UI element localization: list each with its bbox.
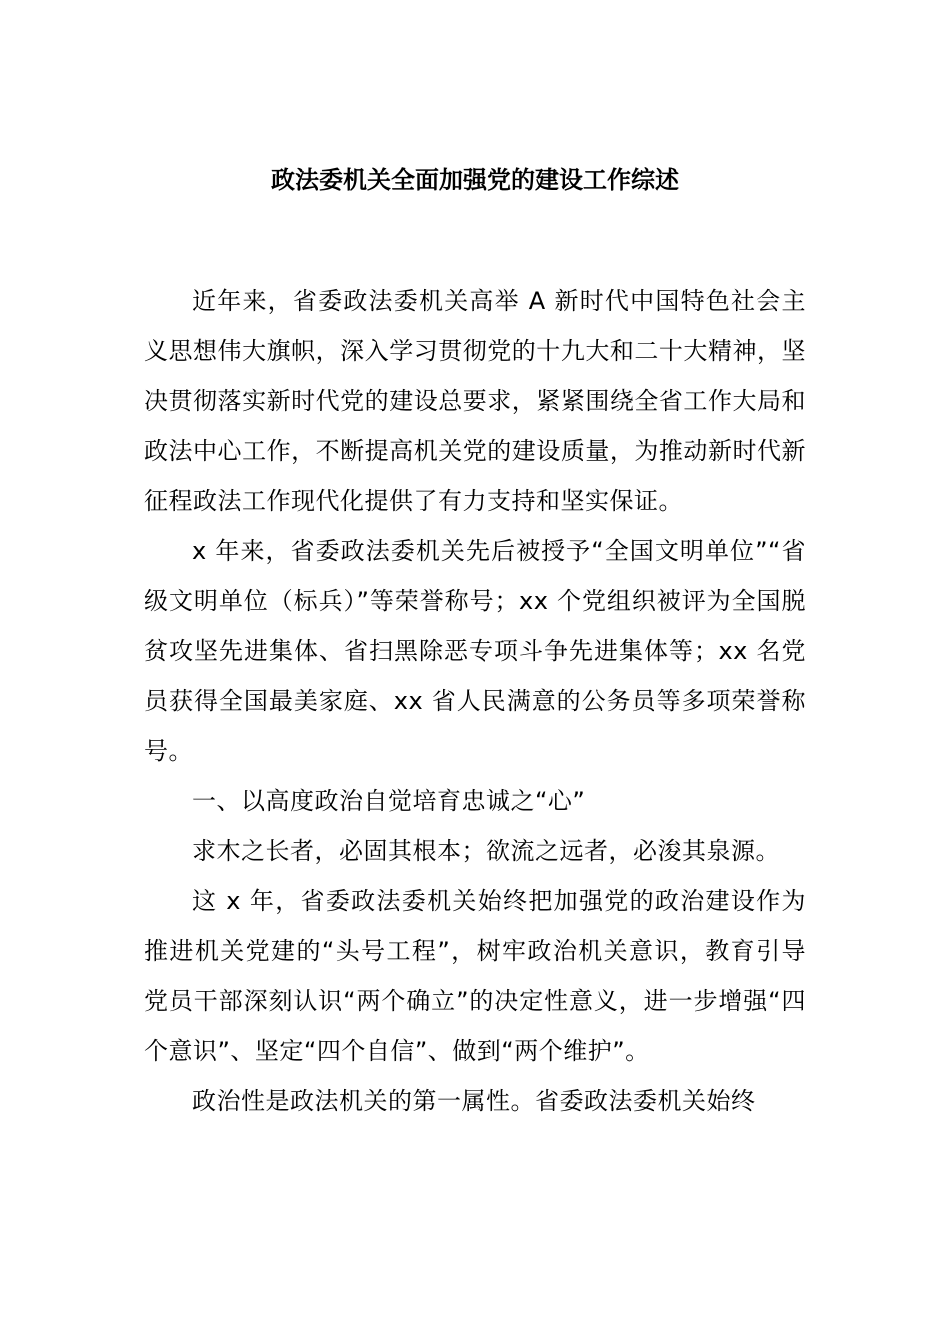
section-heading-1: 一、以高度政治自觉培育忠诚之“心” <box>192 787 586 815</box>
document-title: 政法委机关全面加强党的建设工作综述 <box>271 166 679 194</box>
paragraph-political-building: 这 x 年，省委政法委机关始终把加强党的政治建设作为推进机关党建的“头号工程”，树牢政治机关意识，教育引导党员干部深刻认识“两个确立”的决定性意义，进一步增强“四个意识”、坚定“四个自信”、做到“两个维护”。 <box>144 887 806 1065</box>
paragraph-political-nature: 政治性是政法机关的第一属性。省委政法委机关始终 <box>192 1087 756 1115</box>
paragraph-intro: 近年来，省委政法委机关高举 A 新时代中国特色社会主义思想伟大旗帜，深入学习贯彻党的十九大和二十大精神，坚决贯彻落实新时代党的建设总要求，紧紧围绕全省工作大局和政法中心工作，不断提高机关党的建设质量，为推动新时代新征程政法工作现代化提供了有力支持和坚实保证。 <box>144 287 806 515</box>
document-body <box>144 276 806 1126</box>
paragraph-quote: 求木之长者，必固其根本；欲流之远者，必浚其泉源。 <box>192 837 780 865</box>
paragraph-honors: x 年来，省委政法委机关先后被授予“全国文明单位”“省级文明单位（标兵）”等荣誉称号；xx 个党组织被评为全国脱贫攻坚先进集体、省扫黑除恶专项斗争先进集体等；xx 名党员获得全国最美家庭、xx 省人民满意的公务员等多项荣誉称号。 <box>144 537 806 765</box>
